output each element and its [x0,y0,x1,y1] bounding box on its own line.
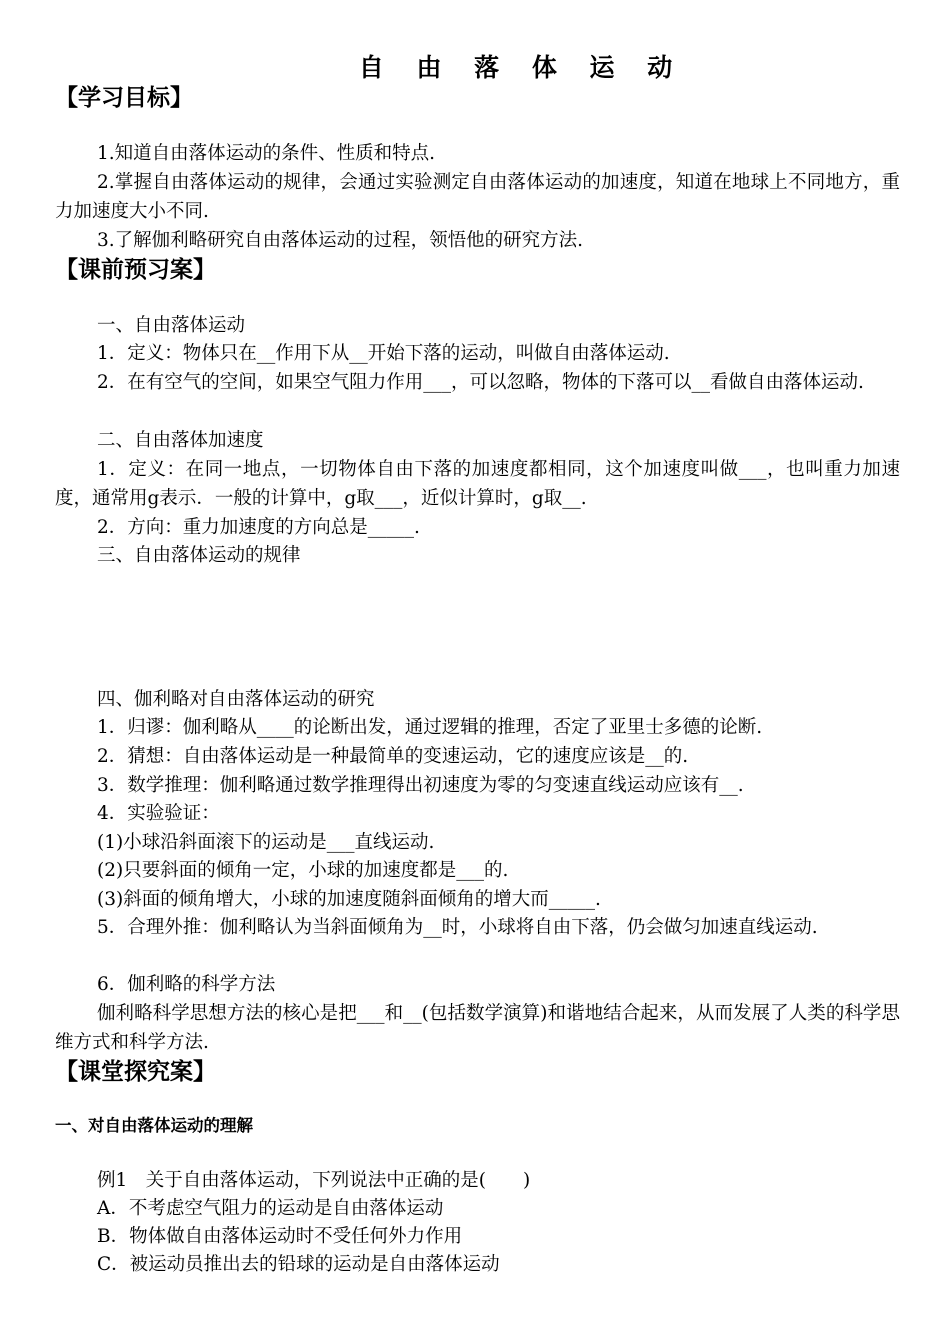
paragraph: 1．归谬：伽利略从____的论断出发，通过逻辑的推理，否定了亚里士多德的论断. [97,717,763,738]
section-heading-goals: 【学习目标】 [55,85,193,111]
paragraph: 2．猜想：自由落体运动是一种最简单的变速运动，它的速度应该是__的. [97,746,689,767]
goal-item: 1.知道自由落体运动的条件、性质和特点. [97,143,436,164]
section-heading-explore: 【课堂探究案】 [55,1059,216,1085]
paragraph: 1．定义：在同一地点，一切物体自由下落的加速度都相同，这个加速度叫做___，也叫重力加速度，通常用g表示．一般的计算中，g取___，近似计算时，g取__. [55,459,900,509]
page-title: 自 由 落 体 运 动 [358,53,685,82]
question-option: A．不考虑空气阻力的运动是自由落体运动 [97,1198,444,1219]
subheading: 四、伽利略对自由落体运动的研究 [97,689,375,710]
paragraph: 3．数学推理：伽利略通过数学推理得出初速度为零的匀变速直线运动应该有__. [97,775,744,796]
paragraph: (2)只要斜面的倾角一定，小球的加速度都是___的. [97,860,509,881]
subheading: 三、自由落体运动的规律 [97,545,301,566]
goal-item: 2.掌握自由落体运动的规律，会通过实验测定自由落体运动的加速度，知道在地球上不同地方，重力加速度大小不同. [55,172,900,222]
subheading: 一、对自由落体运动的理解 [55,1116,253,1135]
paragraph: 5．合理外推：伽利略认为当斜面倾角为__时，小球将自由下落，仍会做匀加速直线运动. [97,917,818,938]
question-stem: 例1 关于自由落体运动，下列说法中正确的是( ) [97,1170,531,1191]
goal-item: 3.了解伽利略研究自由落体运动的过程，领悟他的研究方法. [97,230,584,251]
paragraph: 4．实验验证： [97,803,220,824]
subheading: 二、自由落体加速度 [97,430,264,451]
paragraph: 1．定义：物体只在__作用下从__开始下落的运动，叫做自由落体运动. [97,343,670,364]
subheading: 一、自由落体运动 [97,315,246,336]
question-option: B．物体做自由落体运动时不受任何外力作用 [97,1226,463,1247]
question-option: C．被运动员推出去的铅球的运动是自由落体运动 [97,1254,500,1275]
paragraph: 6．伽利略的科学方法 [97,974,276,995]
paragraph: 2．方向：重力加速度的方向总是_____. [97,517,420,538]
paragraph: (3)斜面的倾角增大，小球的加速度随斜面倾角的增大而_____. [97,889,601,910]
paragraph: (1)小球沿斜面滚下的运动是___直线运动. [97,832,435,853]
paragraph: 2．在有空气的空间，如果空气阻力作用___，可以忽略，物体的下落可以__看做自由落体运动. [97,372,864,393]
paragraph: 伽利略科学思想方法的核心是把___和__(包括数学演算)和谐地结合起来，从而发展了人类的科学思维方式和科学方法. [55,1003,900,1053]
section-heading-preview: 【课前预习案】 [55,257,216,283]
